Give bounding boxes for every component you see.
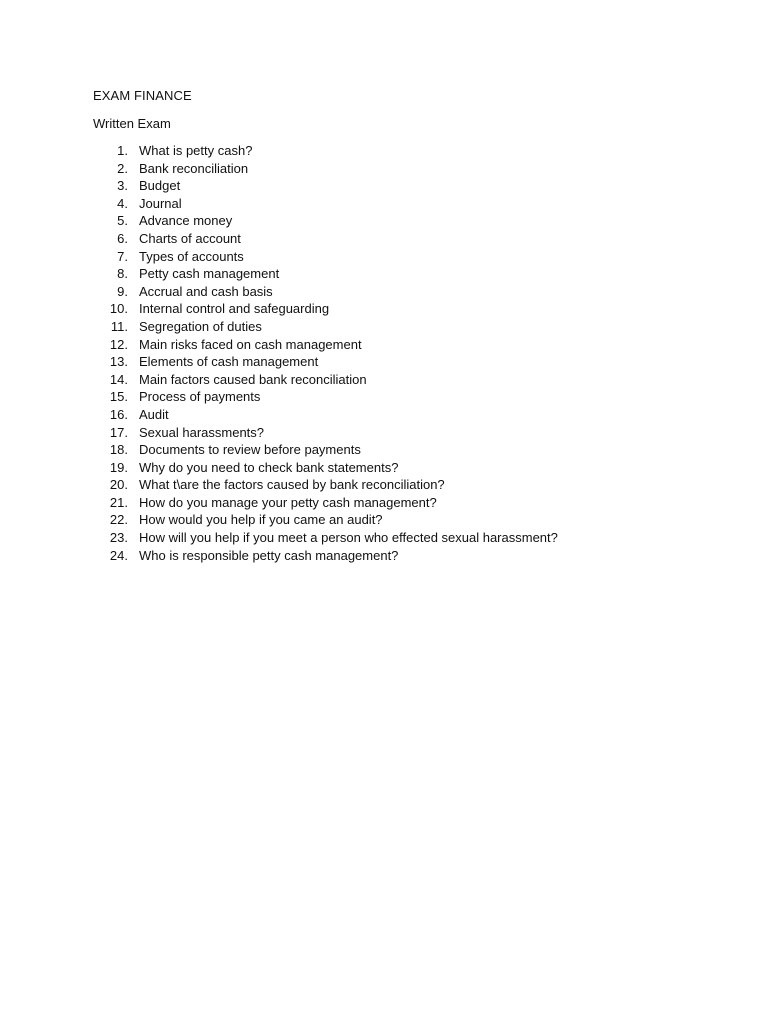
question-number: 15.	[109, 389, 128, 405]
question-number: 16.	[109, 406, 128, 422]
document-title: EXAM FINANCE	[93, 88, 192, 103]
question-number: 21.	[109, 494, 128, 510]
question-text: Petty cash management	[139, 266, 280, 282]
question-text: Journal	[139, 195, 182, 211]
question-number: 24.	[109, 547, 128, 563]
question-number: 22.	[109, 512, 128, 528]
question-number: 19.	[109, 459, 128, 475]
question-number: 20.	[109, 477, 128, 493]
document-subtitle: Written Exam	[93, 116, 171, 131]
question-number: 5.	[117, 213, 128, 229]
question-text: Main risks faced on cash management	[139, 336, 362, 352]
question-text: What is petty cash?	[139, 143, 253, 158]
question-text: Internal control and safeguarding	[139, 301, 330, 317]
question-number: 1.	[117, 143, 128, 158]
question-text: Types of accounts	[139, 248, 244, 264]
question-text: Segregation of duties	[139, 318, 262, 334]
question-text: Sexual harassments?	[139, 424, 265, 440]
question-text: Elements of cash management	[139, 354, 319, 370]
question-number: 23.	[109, 530, 128, 546]
question-text: Accrual and cash basis	[139, 283, 273, 299]
question-number: 6.	[117, 230, 128, 246]
question-number: 14.	[109, 371, 128, 387]
question-text: Charts of account	[139, 230, 241, 246]
question-text: Why do you need to check bank statements?	[139, 459, 399, 475]
question-number: 8.	[117, 266, 128, 282]
question-text: Who is responsible petty cash management?	[139, 547, 399, 563]
question-text: Main factors caused bank reconciliation	[139, 371, 367, 387]
question-number: 18.	[109, 442, 128, 458]
question-number: 7.	[117, 248, 128, 264]
question-number: 11.	[110, 318, 128, 334]
question-number: 17.	[109, 424, 128, 440]
question-number: 10.	[109, 301, 128, 317]
question-text: How will you help if you meet a person who effected sexual harassment?	[139, 530, 558, 546]
question-text: Advance money	[139, 213, 233, 229]
question-text: Process of payments	[139, 389, 261, 405]
question-number: 2.	[117, 160, 128, 176]
question-text: What t\are the factors caused by bank reconciliation?	[139, 477, 445, 493]
question-text: How would you help if you came an audit?	[139, 512, 383, 528]
question-text: Bank reconciliation	[139, 160, 249, 176]
question-number: 3.	[117, 178, 128, 194]
question-text: Audit	[139, 406, 169, 422]
question-number: 4.	[117, 195, 128, 211]
question-text: Budget	[139, 178, 181, 194]
question-text: Documents to review before payments	[139, 442, 361, 458]
question-number: 9.	[117, 283, 128, 299]
question-number: 13.	[109, 354, 128, 370]
question-number: 12.	[109, 336, 128, 352]
question-text: How do you manage your petty cash management?	[139, 494, 437, 510]
